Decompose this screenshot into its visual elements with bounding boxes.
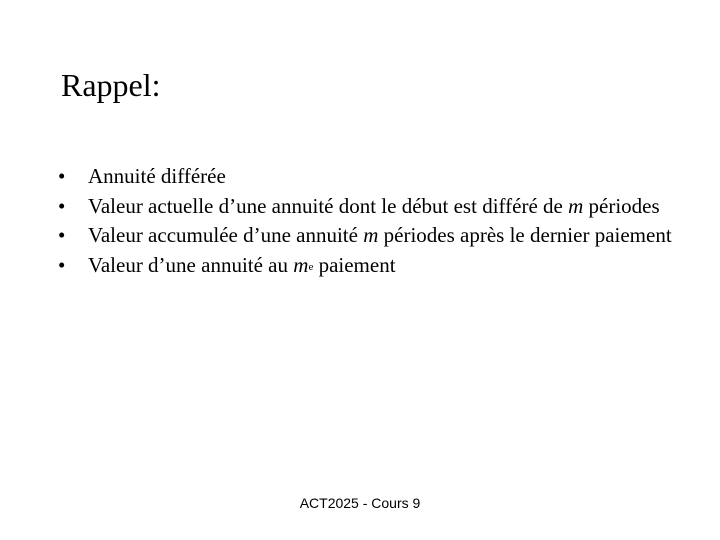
variable-m: m	[568, 193, 584, 218]
bullet-list	[58, 162, 678, 280]
bullet-item-valeur-accumulee	[58, 221, 678, 251]
bullet-text-before: Valeur accumulée d’une annuité	[88, 223, 364, 247]
bullet-icon: •	[58, 164, 66, 188]
bullet-text-after: paiement	[313, 252, 396, 277]
bullet-icon: •	[58, 252, 66, 277]
slide-title: Rappel:	[61, 67, 161, 103]
bullet-text-after: périodes après le dernier paiement	[378, 223, 672, 247]
superscript-e: e	[308, 260, 314, 273]
bullet-text-before: Valeur actuelle d’une annuité dont le début est différé de	[88, 193, 569, 218]
bullet-item-valeur-paiement	[58, 251, 678, 281]
bullet-text: Annuité différée	[88, 164, 226, 188]
bullet-item-valeur-actuelle	[58, 192, 678, 222]
bullet-text-after: périodes	[583, 193, 660, 218]
bullet-icon: •	[58, 193, 66, 218]
variable-m: m	[293, 252, 309, 277]
bullet-item-annuite-differee	[58, 162, 678, 192]
slide-footer: ACT2025 - Cours 9	[299, 495, 421, 511]
variable-m: m	[363, 223, 379, 247]
bullet-text-before: Valeur d’une annuité au	[88, 252, 294, 277]
bullet-icon: •	[58, 223, 66, 247]
